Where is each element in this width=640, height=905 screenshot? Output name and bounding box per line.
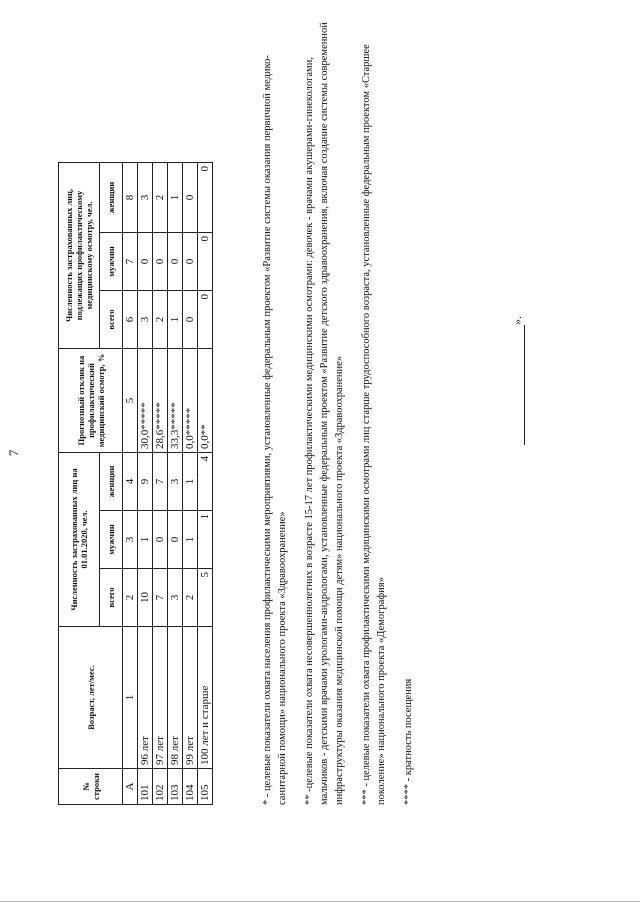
row-covered-total: 3 [138,291,153,349]
index-cell: 2 [123,569,138,627]
header-row-num: № строки [59,769,123,805]
table-row [183,163,198,805]
row-insured-total: 10 [138,569,153,627]
signature-line [524,325,525,445]
index-cell: 6 [123,291,138,349]
row-response: 0,0***** [183,349,198,453]
row-covered-women: 1 [168,163,183,233]
footnote-1: * - целевые показатели охвата населения профилактическими мероприятиями, установленные федеральным проектом «Развитие системы оказания первичной медико-санитарной помощи» национального проекта «Здравоохранение» [262,55,288,805]
header-response: Прогнозный отклик на профилактический медицинский осмотр, % [59,349,123,453]
row-covered-women: 3 [138,163,153,233]
row-covered-total: 2 [153,291,168,349]
page-edge-line [0,901,640,902]
index-cell: 1 [123,627,138,769]
row-insured-men: 0 [153,511,168,569]
row-insured-women: 4 [198,453,213,511]
row-insured-men: 1 [138,511,153,569]
index-cell: А [123,769,138,805]
row-covered-total: 0 [198,291,213,349]
row-age: 98 лет [168,627,183,769]
row-age: 97 лет [153,627,168,769]
page-number: 7 [6,449,21,457]
row-insured-men: 1 [183,511,198,569]
row-covered-total: 0 [183,291,198,349]
row-covered-men: 0 [183,233,198,291]
signature-end: ». [510,316,524,325]
header-insured-total: всего [100,569,123,627]
row-insured-total: 5 [198,569,213,627]
header-covered: Численность застрахованных лиц, подлежащих профилактическому медицинскому осмотру, чел. [59,163,100,349]
index-cell: 8 [123,163,138,233]
footnotes [260,15,428,805]
header-age: Возраст, лет/мес. [59,627,123,769]
row-insured-total: 2 [183,569,198,627]
footnote-2: ** -целевые показатели охвата несовершеннолетних в возрасте 15-17 лет профилактическими медицинскими осмотрами: девочек - врачами акушерами-гинекологами, мальчиков - детскими врачами урологами-андрологами, установленные федеральным проектом «Развитие детского здравоохранения, включая создание системы современной инфраструктуры оказания медицинской помощи детям» национального проекта «Здравоохранение» [304,22,345,805]
table-row [168,163,183,805]
row-response: 33,3***** [168,349,183,453]
row-covered-men: 0 [138,233,153,291]
header-covered-total: всего [100,291,123,349]
footnote-4: **** - кратность посещения [403,678,414,805]
table-row [198,163,213,805]
index-cell: 5 [123,349,138,453]
row-insured-men: 1 [198,511,213,569]
row-covered-women: 2 [153,163,168,233]
header-insured-men: мужчин [100,511,123,569]
row-number: 104 [183,769,198,805]
row-number: 103 [168,769,183,805]
row-covered-women: 0 [198,163,213,233]
header-insured-women: женщин [100,453,123,511]
row-number: 101 [138,769,153,805]
row-insured-total: 3 [168,569,183,627]
row-number: 102 [153,769,168,805]
header-insured: Численность застрахованных лиц на 01.01.2020, чел. [59,453,100,627]
row-response: 28,6***** [153,349,168,453]
row-insured-women: 1 [183,453,198,511]
table-row [153,163,168,805]
row-response: 0,0** [198,349,213,453]
data-table [58,162,213,805]
row-insured-women: 9 [138,453,153,511]
row-age: 99 лет [183,627,198,769]
header-covered-men: мужчин [100,233,123,291]
index-cell: 4 [123,453,138,511]
header-covered-women: женщин [100,163,123,233]
index-cell: 3 [123,511,138,569]
signature-block [510,316,525,445]
row-age: 100 лет и старше [198,627,213,769]
index-row [123,163,138,805]
row-covered-women: 0 [183,163,198,233]
row-insured-women: 3 [168,453,183,511]
row-age: 96 лет [138,627,153,769]
table-row [138,163,153,805]
footnote-3: *** - целевые показатели охвата профилактическими медицинскими осмотрами лиц старше трудоспособного возраста, установленные федеральным проектом «Старшее поколение» национального проекта «Демография» [361,44,387,805]
index-cell: 7 [123,233,138,291]
row-insured-total: 7 [153,569,168,627]
row-insured-men: 0 [168,511,183,569]
row-covered-men: 0 [153,233,168,291]
row-covered-men: 0 [198,233,213,291]
row-number: 105 [198,769,213,805]
row-insured-women: 7 [153,453,168,511]
row-covered-total: 1 [168,291,183,349]
row-response: 30,0***** [138,349,153,453]
row-covered-men: 0 [168,233,183,291]
